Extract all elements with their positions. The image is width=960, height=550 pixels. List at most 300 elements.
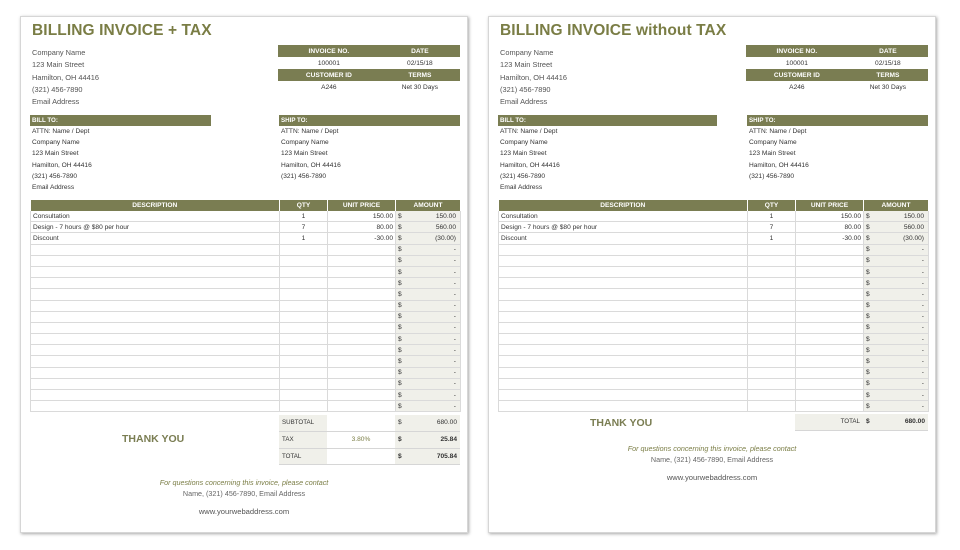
item-amount-value: - [921, 335, 924, 343]
item-description[interactable] [499, 255, 748, 266]
item-unit-price[interactable] [796, 266, 864, 277]
item-description[interactable] [31, 266, 280, 277]
item-description[interactable] [31, 278, 280, 289]
item-amount [396, 211, 461, 222]
item-qty[interactable] [280, 255, 328, 266]
company-street: 123 Main Street [32, 60, 85, 70]
table-row [31, 244, 461, 255]
item-amount-value: - [453, 335, 456, 343]
item-qty[interactable] [748, 244, 796, 255]
currency-symbol: $ [398, 380, 402, 388]
company-phone: (321) 456-7890 [32, 84, 83, 94]
invoice-title: BILLING INVOICE + TAX [32, 22, 212, 39]
total-mid [327, 448, 395, 464]
date-value[interactable]: 02/15/18 [407, 59, 433, 67]
item-amount-value: - [921, 324, 924, 332]
bill-to-line: 123 Main Street [32, 150, 79, 158]
currency-symbol: $ [398, 212, 402, 220]
item-unit-price[interactable]: -30.00 [796, 233, 864, 244]
item-unit-price[interactable] [328, 334, 396, 345]
item-amount [864, 390, 929, 401]
item-description[interactable] [499, 311, 748, 322]
table-row [31, 311, 461, 322]
item-unit-price[interactable]: -30.00 [328, 233, 396, 244]
currency-symbol: $ [866, 268, 870, 276]
date-label: DATE [848, 45, 928, 57]
item-description[interactable] [31, 356, 280, 367]
item-qty[interactable] [280, 367, 328, 378]
item-qty[interactable] [280, 289, 328, 300]
currency-symbol: $ [398, 257, 402, 265]
item-description[interactable] [31, 401, 280, 412]
invoice-title: BILLING INVOICE without TAX [500, 22, 727, 39]
item-description[interactable]: Design - 7 hours @ $80 per hour [31, 222, 280, 233]
company-city: Hamilton, OH 44416 [500, 72, 567, 82]
item-unit-price[interactable] [328, 390, 396, 401]
tax-value: 25.84 [440, 436, 457, 443]
terms-label: TERMS [848, 69, 928, 81]
item-description[interactable] [499, 278, 748, 289]
item-unit-price[interactable] [328, 255, 396, 266]
company-email: Email Address [32, 97, 80, 107]
item-amount [396, 266, 461, 277]
invoice-no-value[interactable]: 100001 [317, 59, 340, 67]
item-unit-price[interactable]: 150.00 [328, 211, 396, 222]
item-amount [396, 222, 461, 233]
item-unit-price[interactable] [328, 356, 396, 367]
currency-symbol: $ [866, 257, 870, 265]
item-unit-price[interactable]: 150.00 [796, 211, 864, 222]
ship-to-header: SHIP TO: [279, 115, 460, 126]
item-description[interactable] [499, 401, 748, 412]
column-header-unit-price: UNIT PRICE [328, 200, 396, 211]
item-unit-price[interactable] [796, 378, 864, 389]
terms-value[interactable]: Net 30 Days [869, 83, 907, 91]
item-qty[interactable] [748, 289, 796, 300]
item-unit-price[interactable] [328, 322, 396, 333]
bill-to-line: Email Address [32, 184, 75, 192]
item-qty[interactable] [748, 401, 796, 412]
date-value[interactable]: 02/15/18 [875, 59, 901, 67]
item-unit-price[interactable] [328, 401, 396, 412]
item-amount [864, 401, 929, 412]
item-unit-price[interactable]: 80.00 [796, 222, 864, 233]
date-label: DATE [380, 45, 460, 57]
item-qty[interactable] [280, 244, 328, 255]
item-amount [396, 278, 461, 289]
table-row [31, 278, 461, 289]
item-description[interactable]: Consultation [31, 211, 280, 222]
table-row [499, 278, 929, 289]
item-amount-value: (30.00) [903, 234, 924, 242]
table-row [499, 300, 929, 311]
subtotal-amount [395, 415, 460, 431]
item-unit-price[interactable] [796, 244, 864, 255]
ship-to-line: Hamilton, OH 44416 [281, 161, 341, 169]
thank-you-text: THANK YOU [122, 433, 185, 445]
currency-symbol: $ [866, 279, 870, 287]
item-qty[interactable]: 1 [280, 233, 328, 244]
company-street: 123 Main Street [500, 60, 553, 70]
item-description[interactable] [499, 244, 748, 255]
subtotal-label: SUBTOTAL [279, 415, 327, 431]
item-amount-value: - [921, 391, 924, 399]
item-description[interactable] [499, 300, 748, 311]
item-amount-value: - [921, 268, 924, 276]
footer-question: For questions concerning this invoice, please contact [627, 444, 797, 453]
company-info [500, 47, 567, 108]
ship-to-line: Company Name [281, 139, 329, 147]
terms-value[interactable]: Net 30 Days [401, 83, 439, 91]
table-row [499, 222, 929, 233]
item-qty[interactable] [748, 390, 796, 401]
company-name: Company Name [32, 48, 86, 57]
item-amount [396, 300, 461, 311]
ship-to-line: ATTN: Name / Dept [749, 128, 807, 135]
customer-id-value[interactable]: A246 [789, 83, 805, 91]
line-items-body [499, 211, 929, 412]
item-unit-price[interactable] [796, 401, 864, 412]
item-unit-price[interactable] [328, 266, 396, 277]
item-amount [396, 378, 461, 389]
invoice-no-label: INVOICE NO. [278, 45, 380, 57]
item-description[interactable] [31, 244, 280, 255]
item-qty[interactable] [748, 311, 796, 322]
item-qty[interactable] [280, 322, 328, 333]
item-amount-value: - [453, 391, 456, 399]
table-row [499, 266, 929, 277]
item-qty[interactable] [748, 266, 796, 277]
item-unit-price[interactable] [328, 278, 396, 289]
item-amount-value: - [453, 358, 456, 366]
item-unit-price[interactable] [328, 244, 396, 255]
item-amount-value: - [921, 358, 924, 366]
table-row [31, 255, 461, 266]
invoice-without-tax [488, 16, 936, 533]
item-qty[interactable] [280, 266, 328, 277]
item-amount [864, 345, 929, 356]
item-description[interactable] [31, 390, 280, 401]
customer-id-value[interactable]: A246 [321, 83, 337, 91]
thank-you-text: THANK YOU [590, 417, 653, 429]
currency-symbol: $ [398, 324, 402, 332]
item-description[interactable] [499, 266, 748, 277]
table-row [499, 289, 929, 300]
item-amount-value: - [921, 279, 924, 287]
item-qty[interactable] [280, 401, 328, 412]
item-amount-value: 560.00 [435, 223, 456, 231]
table-row [499, 334, 929, 345]
currency-symbol: $ [866, 358, 870, 366]
currency-symbol: $ [398, 452, 402, 460]
total-value: 680.00 [904, 418, 925, 426]
item-unit-price[interactable] [796, 356, 864, 367]
bill-to-address [500, 126, 560, 193]
item-amount [864, 322, 929, 333]
item-amount-value: - [453, 257, 456, 265]
item-amount [864, 289, 929, 300]
column-header-amount: AMOUNT [864, 200, 929, 211]
invoice-no-value[interactable]: 100001 [785, 59, 808, 67]
bill-to-line: ATTN: Name / Dept [500, 128, 558, 135]
item-description[interactable] [31, 367, 280, 378]
bill-to-line: Company Name [500, 139, 548, 147]
tax-rate[interactable]: 3.80% [327, 431, 395, 448]
bill-to-line: 123 Main Street [500, 150, 547, 158]
item-unit-price[interactable]: 80.00 [328, 222, 396, 233]
item-unit-price[interactable] [796, 345, 864, 356]
company-info [32, 47, 99, 108]
item-unit-price[interactable] [328, 345, 396, 356]
total-row [279, 448, 460, 464]
currency-symbol: $ [866, 290, 870, 298]
item-unit-price[interactable] [328, 311, 396, 322]
ship-to-line: 123 Main Street [281, 150, 328, 158]
item-qty[interactable] [748, 356, 796, 367]
column-header-amount: AMOUNT [396, 200, 461, 211]
item-qty[interactable] [280, 356, 328, 367]
item-description[interactable] [499, 334, 748, 345]
item-unit-price[interactable] [328, 289, 396, 300]
currency-symbol: $ [866, 324, 870, 332]
currency-symbol: $ [398, 302, 402, 310]
item-amount-value: - [453, 290, 456, 298]
website-link[interactable]: www.yourwebaddress.com [198, 507, 290, 516]
item-unit-price[interactable] [796, 289, 864, 300]
table-row [31, 266, 461, 277]
item-amount [396, 390, 461, 401]
item-unit-price[interactable] [796, 390, 864, 401]
item-unit-price[interactable] [796, 278, 864, 289]
item-description[interactable] [499, 390, 748, 401]
bill-to-header: BILL TO: [30, 115, 211, 126]
item-amount [396, 322, 461, 333]
item-unit-price[interactable] [796, 311, 864, 322]
item-amount [396, 311, 461, 322]
item-amount [864, 211, 929, 222]
item-qty[interactable]: 1 [280, 211, 328, 222]
tax-row [279, 431, 460, 448]
ship-to-line: 123 Main Street [749, 150, 796, 158]
terms-label: TERMS [380, 69, 460, 81]
item-qty[interactable]: 1 [748, 233, 796, 244]
item-amount [396, 356, 461, 367]
item-qty[interactable] [748, 367, 796, 378]
currency-symbol: $ [398, 358, 402, 366]
item-amount-value: - [921, 346, 924, 354]
item-qty[interactable] [280, 300, 328, 311]
item-qty[interactable] [748, 345, 796, 356]
company-phone: (321) 456-7890 [500, 84, 551, 94]
table-row [31, 345, 461, 356]
ship-to-line: ATTN: Name / Dept [281, 128, 339, 135]
currency-symbol: $ [398, 402, 402, 410]
item-qty[interactable] [280, 278, 328, 289]
item-description[interactable] [31, 345, 280, 356]
table-row [31, 233, 461, 244]
table-row [31, 222, 461, 233]
footer-contact-line: Name, (321) 456-7890, Email Address [182, 488, 306, 498]
table-row [499, 211, 929, 222]
item-qty[interactable] [280, 378, 328, 389]
column-header-qty: QTY [748, 200, 796, 211]
item-qty[interactable] [280, 334, 328, 345]
item-description[interactable]: Discount [31, 233, 280, 244]
total-amount [395, 448, 460, 464]
item-unit-price[interactable] [796, 255, 864, 266]
item-amount-value: - [453, 324, 456, 332]
table-row [499, 233, 929, 244]
item-amount-value: - [453, 346, 456, 354]
item-amount-value: - [453, 380, 456, 388]
table-row [31, 211, 461, 222]
table-row [499, 255, 929, 266]
currency-symbol: $ [398, 436, 402, 443]
item-amount-value: - [453, 302, 456, 310]
ship-to-line: (321) 456-7890 [281, 172, 327, 180]
currency-symbol: $ [866, 380, 870, 388]
item-description[interactable] [31, 300, 280, 311]
ship-to-line: Hamilton, OH 44416 [749, 161, 809, 169]
item-amount [864, 233, 929, 244]
tax-label: TAX [279, 431, 327, 448]
item-amount [864, 255, 929, 266]
item-description[interactable] [31, 289, 280, 300]
currency-symbol: $ [866, 212, 870, 220]
customer-id-label: CUSTOMER ID [746, 69, 848, 81]
item-amount-value: - [921, 380, 924, 388]
table-row [499, 401, 929, 412]
table-row [499, 244, 929, 255]
item-description[interactable] [499, 345, 748, 356]
table-row [499, 311, 929, 322]
table-row [499, 322, 929, 333]
item-amount [396, 401, 461, 412]
item-qty[interactable] [280, 311, 328, 322]
footer-contact [489, 444, 935, 465]
item-description[interactable] [31, 334, 280, 345]
item-amount [864, 334, 929, 345]
item-unit-price[interactable] [796, 334, 864, 345]
item-description[interactable] [31, 378, 280, 389]
table-row [31, 401, 461, 412]
item-qty[interactable] [280, 345, 328, 356]
total-label: TOTAL [795, 414, 863, 430]
item-description[interactable] [499, 378, 748, 389]
subtotal-row [279, 415, 460, 431]
item-qty[interactable] [748, 255, 796, 266]
item-description[interactable] [499, 356, 748, 367]
table-row [31, 356, 461, 367]
footer-contact [21, 478, 467, 499]
total-row [795, 414, 928, 430]
currency-symbol: $ [866, 246, 870, 254]
item-amount-value: - [453, 402, 456, 410]
currency-symbol: $ [866, 234, 870, 242]
bill-to-line: Hamilton, OH 44416 [32, 161, 92, 169]
item-qty[interactable]: 7 [748, 222, 796, 233]
item-qty[interactable] [748, 322, 796, 333]
currency-symbol: $ [866, 346, 870, 354]
company-email: Email Address [500, 97, 548, 107]
item-qty[interactable] [748, 300, 796, 311]
item-amount-value: 150.00 [903, 212, 924, 220]
line-items-table [498, 200, 929, 412]
column-header-description: DESCRIPTION [499, 200, 748, 211]
ship-to-line: (321) 456-7890 [749, 172, 795, 180]
item-description[interactable] [499, 322, 748, 333]
item-qty[interactable] [748, 278, 796, 289]
item-amount-value: 560.00 [903, 223, 924, 231]
website-link[interactable]: www.yourwebaddress.com [666, 473, 758, 482]
invoice-no-label: INVOICE NO. [746, 45, 848, 57]
item-description[interactable] [499, 289, 748, 300]
currency-symbol: $ [398, 346, 402, 354]
table-row [31, 390, 461, 401]
item-unit-price[interactable] [328, 378, 396, 389]
item-amount-value: - [453, 313, 456, 321]
table-row [31, 367, 461, 378]
table-row [31, 378, 461, 389]
item-qty[interactable] [280, 390, 328, 401]
item-amount [396, 289, 461, 300]
item-unit-price[interactable] [328, 300, 396, 311]
bill-to-line: Email Address [500, 184, 543, 192]
item-amount-value: - [921, 402, 924, 410]
item-unit-price[interactable] [328, 367, 396, 378]
currency-symbol: $ [866, 402, 870, 410]
subtotal-mid [327, 415, 395, 431]
item-qty[interactable]: 7 [280, 222, 328, 233]
customer-id-label: CUSTOMER ID [278, 69, 380, 81]
item-qty[interactable] [748, 334, 796, 345]
ship-to-address [749, 126, 809, 182]
currency-symbol: $ [866, 391, 870, 399]
item-amount [396, 255, 461, 266]
table-row [31, 289, 461, 300]
company-name: Company Name [500, 48, 554, 57]
item-unit-price[interactable] [796, 322, 864, 333]
item-description[interactable]: Consultation [499, 211, 748, 222]
item-qty[interactable] [748, 378, 796, 389]
item-unit-price[interactable] [796, 300, 864, 311]
item-unit-price[interactable] [796, 367, 864, 378]
item-qty[interactable]: 1 [748, 211, 796, 222]
item-description[interactable]: Design - 7 hours @ $80 per hour [499, 222, 748, 233]
tax-amount [395, 431, 460, 448]
currency-symbol: $ [866, 223, 870, 231]
currency-symbol: $ [398, 223, 402, 231]
line-items-table [30, 200, 461, 412]
currency-symbol: $ [398, 313, 402, 321]
invoice-meta-table [746, 45, 928, 93]
item-amount [864, 278, 929, 289]
line-items-body [31, 211, 461, 412]
item-amount [864, 356, 929, 367]
item-description[interactable] [31, 322, 280, 333]
item-amount-value: - [453, 369, 456, 377]
table-row [31, 334, 461, 345]
item-amount-value: - [921, 257, 924, 265]
item-amount-value: - [921, 313, 924, 321]
item-description[interactable] [31, 311, 280, 322]
item-description[interactable] [31, 255, 280, 266]
item-amount-value: - [921, 246, 924, 254]
item-amount-value: 150.00 [435, 212, 456, 220]
item-description[interactable] [499, 367, 748, 378]
item-amount [864, 300, 929, 311]
item-description[interactable]: Discount [499, 233, 748, 244]
